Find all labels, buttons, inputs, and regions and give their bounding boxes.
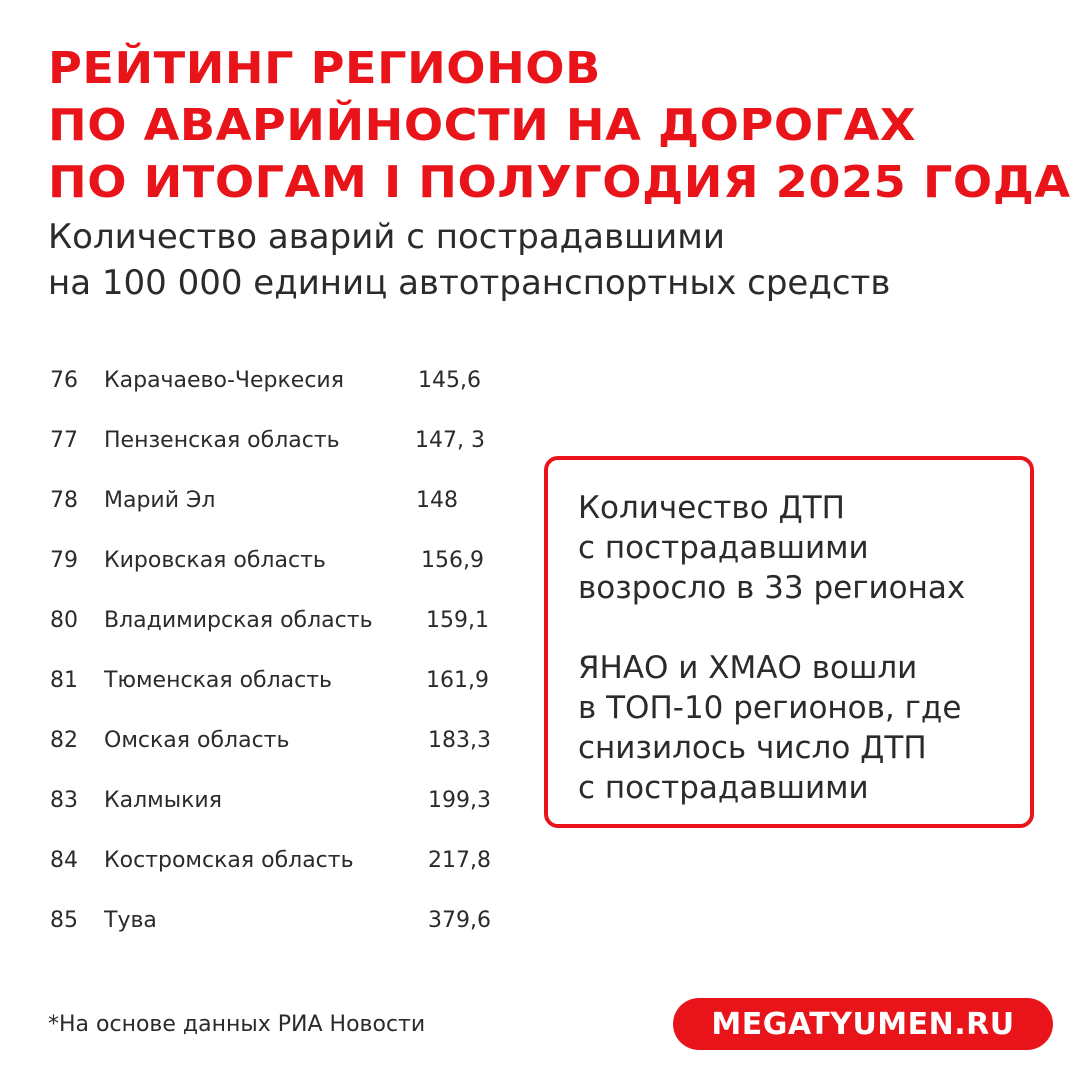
- rank-number: 80: [50, 608, 78, 633]
- info-paragraph-increase: [578, 488, 1030, 608]
- accident-rate-value: 199,3: [428, 788, 491, 813]
- region-name: Костромская область: [104, 848, 354, 873]
- page-subtitle: [48, 214, 890, 306]
- title-line: РЕЙТИНГ РЕГИОНОВ: [48, 43, 601, 94]
- ranking-row: [0, 412, 540, 472]
- rank-number: 82: [50, 728, 78, 753]
- brand-badge: MEGATYUMEN.RU: [673, 998, 1053, 1050]
- ranking-list: [0, 352, 540, 952]
- accident-rate-value: 217,8: [428, 848, 491, 873]
- info-line: ЯНАО и ХМАО вошли: [578, 650, 918, 686]
- info-line: с пострадавшими: [578, 770, 869, 806]
- region-name: Тува: [104, 908, 157, 933]
- info-line: снизилось число ДТП: [578, 730, 927, 766]
- accident-rate-value: 148: [416, 488, 458, 513]
- title-line: ПО АВАРИЙНОСТИ НА ДОРОГАХ: [48, 100, 917, 151]
- ranking-row: [0, 352, 540, 412]
- rank-number: 81: [50, 668, 78, 693]
- info-paragraph-top10: [578, 648, 1030, 808]
- rank-number: 78: [50, 488, 78, 513]
- info-line: в ТОП-10 регионов, где: [578, 690, 962, 726]
- accident-rate-value: 161,9: [426, 668, 489, 693]
- ranking-row: [0, 592, 540, 652]
- region-name: Тюменская область: [104, 668, 333, 693]
- info-callout-box: [544, 456, 1034, 828]
- ranking-row: [0, 652, 540, 712]
- ranking-row: [0, 712, 540, 772]
- subtitle-line: на 100 000 единиц автотранспортных средств: [48, 263, 891, 303]
- rank-number: 83: [50, 788, 78, 813]
- region-name: Марий Эл: [104, 488, 216, 513]
- rank-number: 76: [50, 368, 78, 393]
- region-name: Омская область: [104, 728, 290, 753]
- source-footnote: *На основе данных РИА Новости: [48, 1012, 426, 1037]
- info-line: возросло в 33 регионах: [578, 570, 966, 606]
- accident-rate-value: 156,9: [421, 548, 484, 573]
- accident-rate-value: 145,6: [418, 368, 481, 393]
- ranking-row: [0, 832, 540, 892]
- ranking-row: [0, 472, 540, 532]
- info-line: с пострадавшими: [578, 530, 869, 566]
- rank-number: 84: [50, 848, 78, 873]
- accident-rate-value: 183,3: [428, 728, 491, 753]
- region-name: Карачаево-Черкесия: [104, 368, 344, 393]
- accident-rate-value: 147, 3: [415, 428, 485, 453]
- info-line: Количество ДТП: [578, 490, 845, 526]
- region-name: Владимирская область: [104, 608, 373, 633]
- subtitle-line: Количество аварий с пострадавшими: [48, 217, 725, 257]
- region-name: Кировская область: [104, 548, 326, 573]
- page-title: [48, 40, 1071, 211]
- ranking-row: [0, 772, 540, 832]
- title-line: ПО ИТОГАМ I ПОЛУГОДИЯ 2025 ГОДА: [48, 157, 1071, 208]
- rank-number: 85: [50, 908, 78, 933]
- rank-number: 79: [50, 548, 78, 573]
- accident-rate-value: 379,6: [428, 908, 491, 933]
- rank-number: 77: [50, 428, 78, 453]
- accident-rate-value: 159,1: [426, 608, 489, 633]
- region-name: Пензенская область: [104, 428, 340, 453]
- ranking-row: [0, 892, 540, 952]
- region-name: Калмыкия: [104, 788, 222, 813]
- ranking-row: [0, 532, 540, 592]
